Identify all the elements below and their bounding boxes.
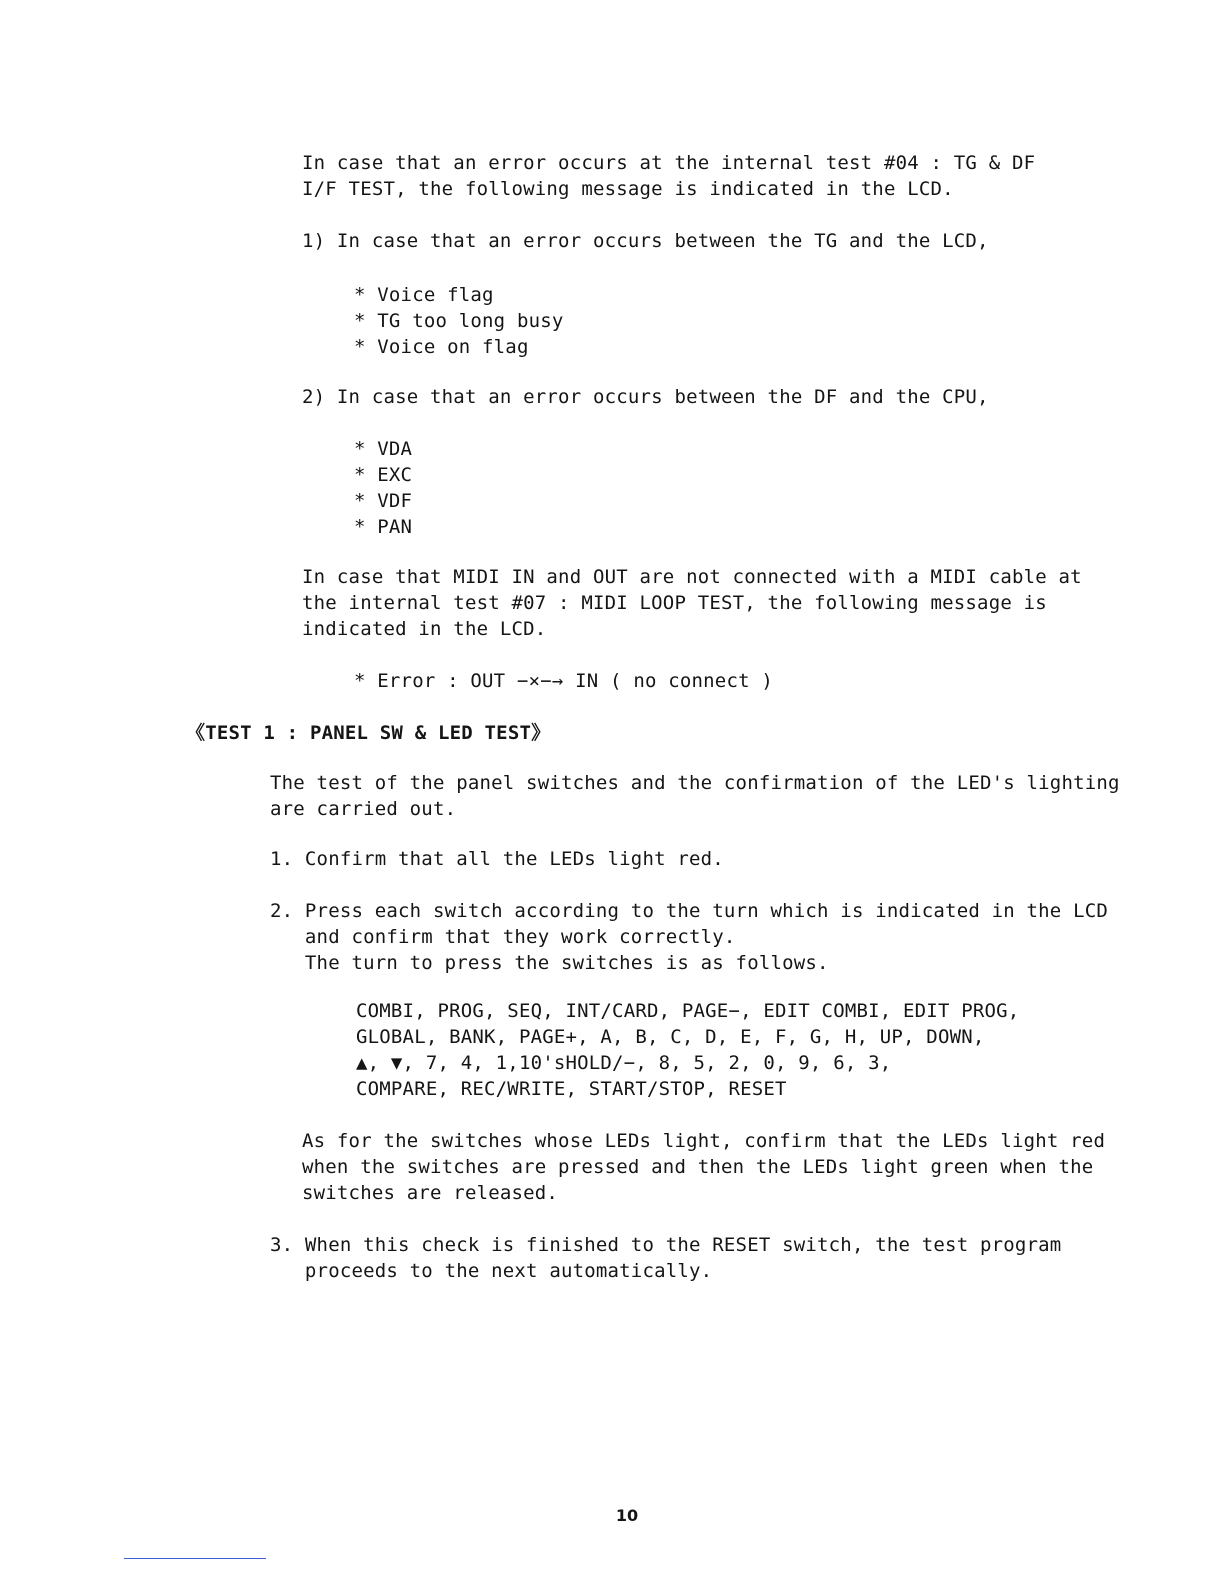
midi-line-2: the internal test #07 : MIDI LOOP TEST, the following message is: [302, 592, 1047, 614]
case-1-heading: 1) In case that an error occurs between the TG and the LCD,: [302, 230, 989, 252]
midi-error-message: * Error : OUT −×−→ IN ( no connect ): [354, 670, 774, 692]
case-1-item: * TG too long busy: [354, 310, 564, 332]
footer-rule: [124, 1558, 266, 1559]
page-number: 10: [615, 1506, 639, 1525]
intro-line-1: In case that an error occurs at the internal test #04 : TG & DF: [302, 152, 1036, 174]
step-3-line-1: 3. When this check is finished to the RESET switch, the test program: [270, 1234, 1062, 1256]
step-2-line-3: The turn to press the switches is as follows.: [270, 952, 829, 974]
case-2-item: * VDA: [354, 438, 413, 460]
step-2-line-2: and confirm that they work correctly.: [270, 926, 736, 948]
test-1-intro-line-2: are carried out.: [270, 798, 457, 820]
switch-order-line: COMPARE, REC/WRITE, START/STOP, RESET: [356, 1078, 787, 1100]
switch-order-line: ▲, ▼, 7, 4, 1,10'sHOLD/−, 8, 5, 2, 0, 9, 6, 3,: [356, 1052, 892, 1074]
step-1: 1. Confirm that all the LEDs light red.: [270, 848, 724, 870]
midi-line-3: indicated in the LCD.: [302, 618, 547, 640]
step-3-line-2: proceeds to the next automatically.: [270, 1260, 713, 1282]
test-1-intro-line-1: The test of the panel switches and the confirmation of the LED's lighting: [270, 772, 1120, 794]
case-2-item: * EXC: [354, 464, 413, 486]
case-2-item: * PAN: [354, 516, 413, 538]
switch-order-line: COMBI, PROG, SEQ, INT/CARD, PAGE−, EDIT COMBI, EDIT PROG,: [356, 1000, 1020, 1022]
case-1-item: * Voice flag: [354, 284, 494, 306]
test-1-title: 《TEST 1 : PANEL SW & LED TEST》: [186, 722, 551, 744]
case-2-item: * VDF: [354, 490, 413, 512]
step-2-line-1: 2. Press each switch according to the turn which is indicated in the LCD: [270, 900, 1109, 922]
led-note-line-2: when the switches are pressed and then the LEDs light green when the: [302, 1156, 1094, 1178]
led-note-line-3: switches are released.: [302, 1182, 559, 1204]
case-1-item: * Voice on flag: [354, 336, 529, 358]
switch-order-line: GLOBAL, BANK, PAGE+, A, B, C, D, E, F, G, H, UP, DOWN,: [356, 1026, 985, 1048]
midi-line-1: In case that MIDI IN and OUT are not connected with a MIDI cable at: [302, 566, 1082, 588]
led-note-line-1: As for the switches whose LEDs light, confirm that the LEDs light red: [302, 1130, 1106, 1152]
case-2-heading: 2) In case that an error occurs between the DF and the CPU,: [302, 386, 989, 408]
intro-line-2: I/F TEST, the following message is indicated in the LCD.: [302, 178, 954, 200]
